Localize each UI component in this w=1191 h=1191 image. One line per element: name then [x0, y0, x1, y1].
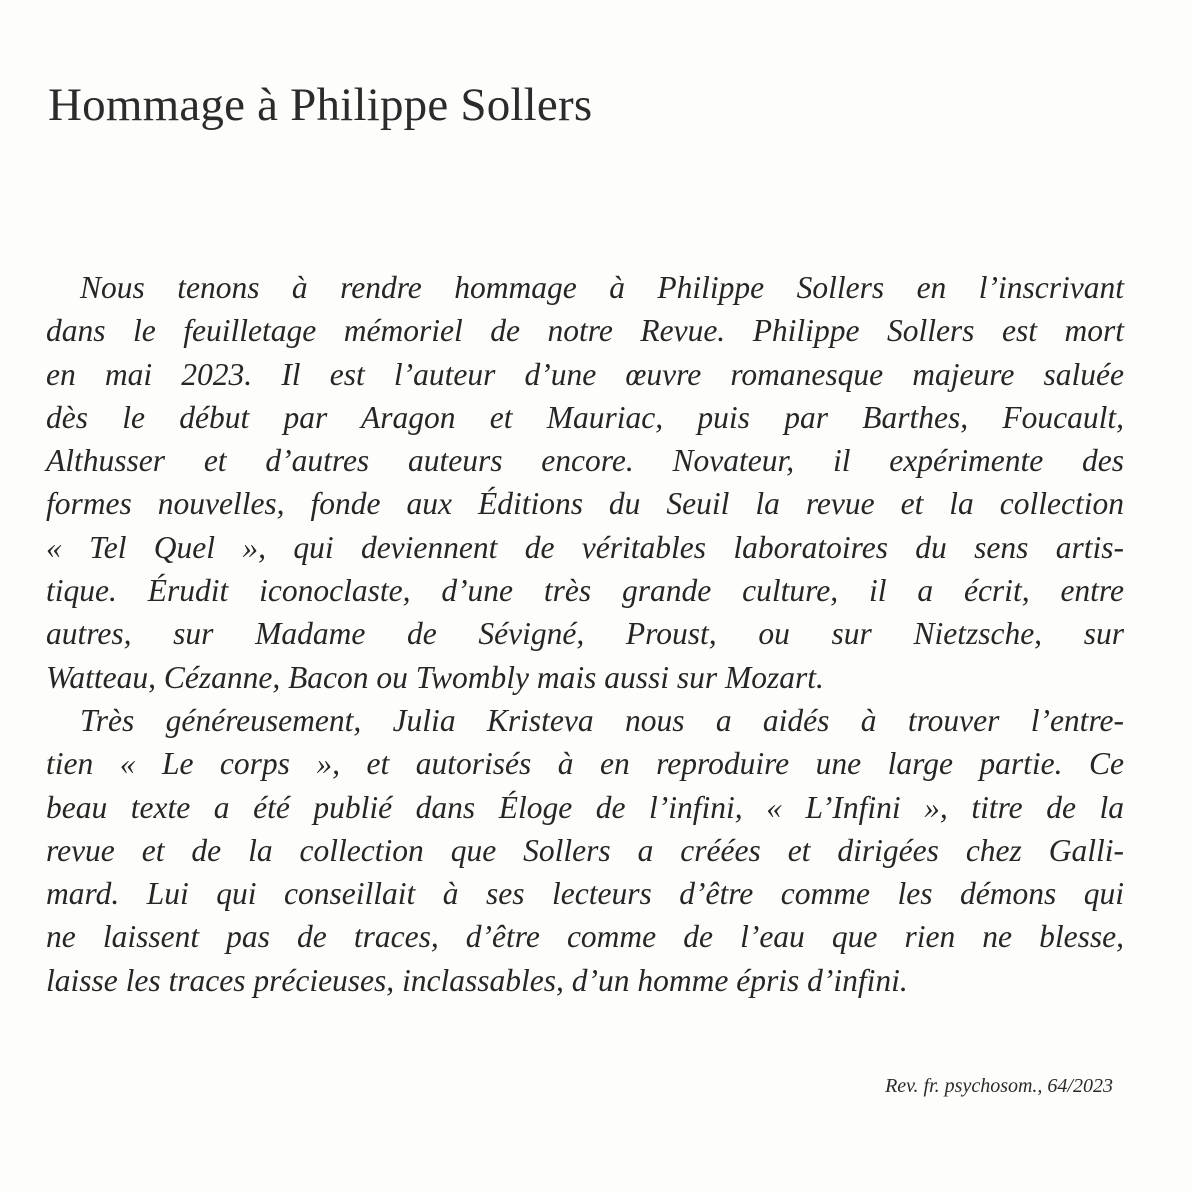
- text-line: formes nouvelles, fonde aux Éditions du Seuil la revue et la collection: [46, 486, 1124, 522]
- text-line: Nous tenons à rendre hommage à Philippe Sollers en l’inscrivant: [80, 270, 1124, 305]
- text-line: tien « Le corps », et autorisés à en reproduire une large partie. Ce: [46, 746, 1124, 782]
- text-line: tique. Érudit iconoclaste, d’une très grande culture, il a écrit, entre: [46, 573, 1124, 609]
- source-citation: Rev. fr. psychosom., 64/2023: [885, 1075, 1113, 1097]
- text-line: revue et de la collection que Sollers a créées et dirigées chez Galli-: [46, 832, 1124, 868]
- text-line: Très généreusement, Julia Kristeva nous a aidés à trouver l’entre-: [80, 702, 1124, 738]
- page-title: Hommage à Philippe Sollers: [48, 79, 593, 131]
- text-line: « Tel Quel », qui deviennent de véritables laboratoires du sens artis-: [46, 529, 1124, 565]
- text-line: autres, sur Madame de Sévigné, Proust, ou sur Nietzsche, sur: [46, 616, 1124, 652]
- text-line: mard. Lui qui conseillait à ses lecteurs d’être comme les démons qui: [46, 876, 1124, 912]
- text-line: beau texte a été publié dans Éloge de l’infini, « L’Infini », titre de la: [46, 789, 1124, 825]
- text-line: en mai 2023. Il est l’auteur d’une œuvre romanesque majeure saluée: [46, 356, 1124, 392]
- text-line: laisse les traces précieuses, inclassables, d’un homme épris d’infini.: [46, 962, 908, 998]
- paragraph-2: [46, 699, 1124, 1002]
- text-line: ne laissent pas de traces, d’être comme de l’eau que rien ne blesse,: [46, 919, 1124, 955]
- article-body: [46, 266, 1124, 1002]
- text-line: Althusser et d’autres auteurs encore. Novateur, il expérimente des: [46, 443, 1124, 479]
- text-line: dans le feuilletage mémoriel de notre Revue. Philippe Sollers est mort: [46, 313, 1124, 349]
- text-line: dès le début par Aragon et Mauriac, puis par Barthes, Foucault,: [46, 399, 1124, 435]
- text-line: Watteau, Cézanne, Bacon ou Twombly mais aussi sur Mozart.: [46, 659, 824, 695]
- paragraph-1: [46, 266, 1124, 699]
